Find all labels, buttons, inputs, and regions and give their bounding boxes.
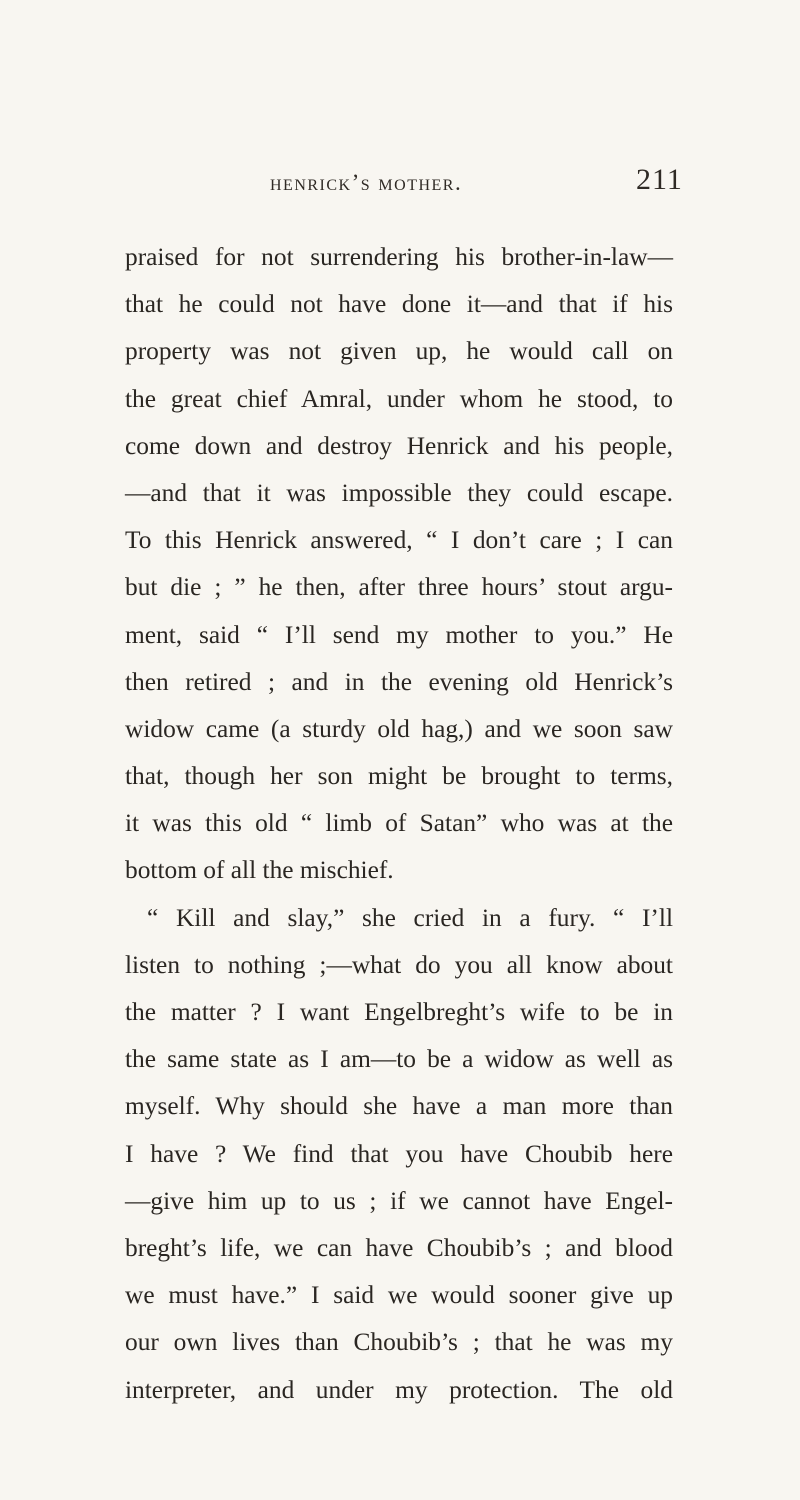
text-line: praised for not surrendering his brother-in-law—: [125, 243, 673, 271]
text-line: ment, said “ I’ll send my mother to you.” He: [125, 620, 673, 649]
text-line: myself. Why should she have a man more than: [125, 1092, 673, 1121]
text-line-paragraph-end: bottom of all the mischief.: [125, 856, 394, 885]
text-line: —and that it was impossible they could escape.: [125, 478, 673, 507]
body-text: [125, 234, 673, 1414]
running-head: [270, 170, 462, 196]
text-line: breght’s life, we can have Choubib’s ; and blood: [125, 1233, 673, 1262]
text-line: —give him up to us ; if we cannot have Engel-: [125, 1186, 673, 1215]
text-line: property was not given up, he would call on: [125, 337, 673, 366]
running-title: henrick’s mother.: [270, 170, 463, 195]
text-line: I have ? We find that you have Choubib here: [125, 1139, 673, 1168]
text-line: come down and destroy Henrick and his people,: [125, 431, 673, 460]
text-line: the matter ? I want Engelbreght’s wife to be in: [125, 998, 673, 1026]
text-line: it was this old “ limb of Satan” who was at the: [125, 809, 673, 838]
text-line: but die ; ” he then, after three hours’ stout argu-: [125, 573, 673, 602]
page-number: 211: [636, 163, 683, 196]
text-line: To this Henrick answered, “ I don’t care ; I can: [125, 526, 673, 555]
text-line: then retired ; and in the evening old Henrick’s: [125, 667, 673, 696]
text-line: interpreter, and under my protection. The old: [125, 1375, 673, 1404]
text-line: our own lives than Choubib’s ; that he was my: [125, 1328, 673, 1357]
text-line: the great chief Amral, under whom he stood, to: [125, 384, 673, 413]
text-line: that he could not have done it—and that if his: [125, 290, 673, 319]
text-line: that, though her son might be brought to terms,: [125, 762, 673, 791]
text-line: the same state as I am—to be a widow as well as: [125, 1045, 673, 1074]
text-line: we must have.” I said we would sooner give up: [125, 1281, 673, 1310]
text-line: widow came (a sturdy old hag,) and we soon saw: [125, 714, 673, 743]
text-line-paragraph-start: “ Kill and slay,” she cried in a fury. “ I’ll: [147, 903, 673, 932]
text-line: listen to nothing ;—what do you all know about: [125, 950, 673, 979]
